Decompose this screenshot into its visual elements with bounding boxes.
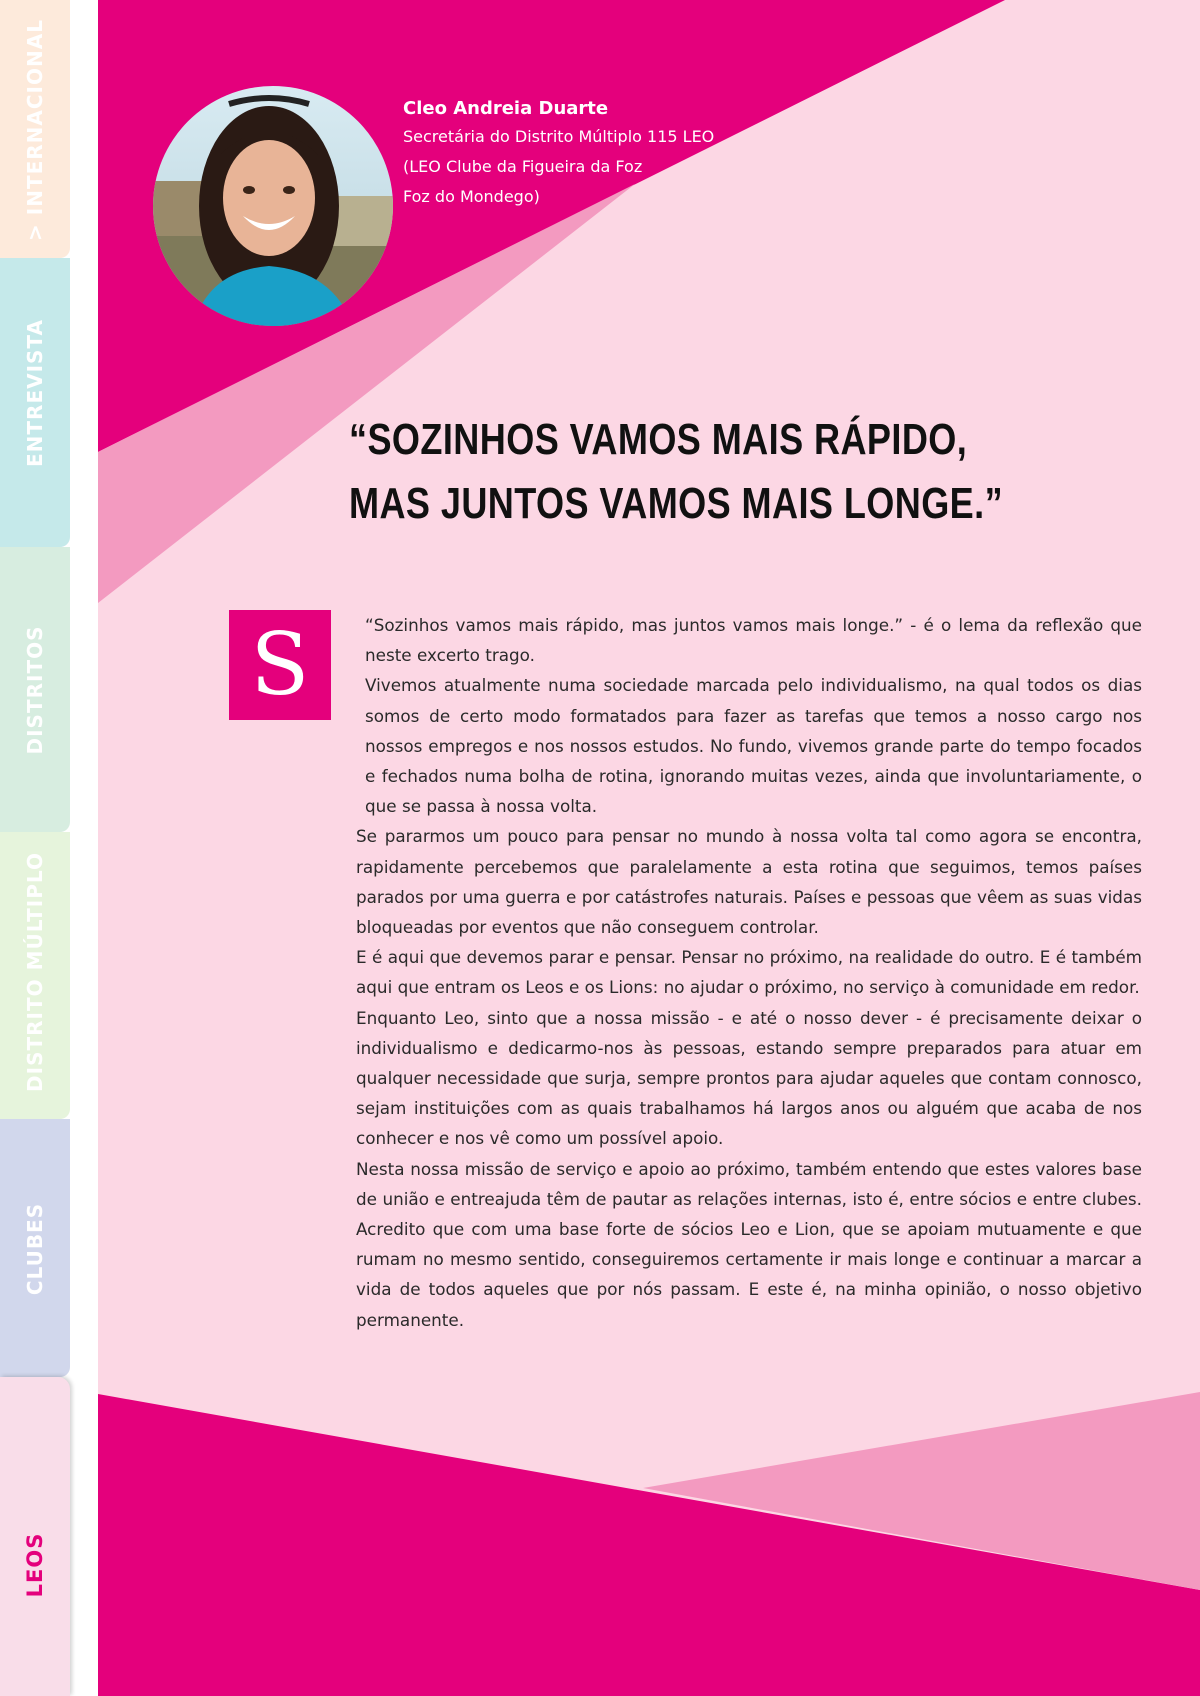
author-role-line: Secretária do Distrito Múltiplo 115 LEO — [403, 127, 715, 146]
tab-clubes[interactable] — [0, 1119, 70, 1377]
author-role-line: (LEO Clube da Figueira da Foz — [403, 157, 643, 176]
tab-internacional[interactable] — [0, 0, 70, 258]
tab-clubes-label: CLUBES — [23, 1202, 47, 1296]
tab-distritos[interactable] — [0, 547, 70, 832]
tab-leos-label: LEOS — [23, 1532, 47, 1598]
author-name: Cleo Andreia Duarte — [403, 98, 609, 119]
article-paragraph: Vivemos atualmente numa sociedade marcada pelo individualismo, na qual todos os dias somos de certo modo formatados para fazer as tarefas que temos a nosso cargo nos nossos empregos e nos nossos estudos. No fundo, vivemos grande parte do tempo focados e fechados numa bolha de rotina, ignorando muitas vezes, ainda que involuntariamente, o que se passa à nossa volta. — [365, 675, 1142, 817]
headline-line: MAS JUNTOS VAMOS MAIS LONGE.” — [349, 479, 1004, 528]
tab-internacional-label: > INTERNACIONAL — [23, 19, 47, 241]
author-byline — [403, 96, 714, 212]
portrait-illustration — [153, 86, 393, 326]
article-paragraph: E é aqui que devemos parar e pensar. Pensar no próximo, na realidade do outro. E é também aqui que entram os Leos e os Lions: no ajudar o próximo, no serviço à comunidade em redor. — [356, 947, 1142, 998]
tab-entrevista-label: ENTREVISTA — [23, 319, 47, 467]
article-paragraph: Nesta nossa missão de serviço e apoio ao próximo, também entendo que estes valores base de união e entreajuda têm de pautar as relações internas, isto é, entre sócios e entre clubes. Acredito que com uma base forte de sócios Leo e Lion, que se apoiam mutuamente e que rumam no mesmo sentido, conseguiremos certamente ir mais longe e continuar a marcar a vida de todos aqueles que por nós passam. E este é, na minha opinião, o nosso objetivo permanente. — [356, 1158, 1142, 1330]
author-portrait — [153, 86, 393, 326]
tab-distrito-multiplo[interactable] — [0, 832, 70, 1119]
drop-cap: S — [229, 610, 331, 720]
headline-line: “SOZINHOS VAMOS MAIS RÁPIDO, — [349, 415, 968, 464]
tab-leos[interactable] — [0, 1377, 70, 1696]
article-paragraph: Enquanto Leo, sinto que a nossa missão - e até o nosso dever - é precisamente deixar o individualismo e dedicarmo-nos às pessoas, estando sempre preparados para atuar em qualquer necessidade que surja, sempre prontos para ajudar aqueles que contam connosco, sejam instituições com as quais trabalhamos há largos anos ou alguém que acaba de nos conhecer e nos vê como um possível apoio. — [356, 1007, 1142, 1149]
article-paragraph: “Sozinhos vamos mais rápido, mas juntos vamos mais longe.” - é o lema da reflexão que neste excerto trago. — [365, 615, 1142, 666]
tab-entrevista[interactable] — [0, 258, 70, 547]
author-role-line: Foz do Mondego) — [403, 187, 540, 206]
tab-distrito-multiplo-label: DISTRITO MÚLTIPLO — [23, 852, 47, 1092]
article-paragraph: Se pararmos um pouco para pensar no mundo à nossa volta tal como agora se encontra, rapidamente percebemos que paralelamente a esta rotina que seguimos, temos países parados por uma guerra e por catástrofes naturais. Países e pessoas que vêem as suas vidas bloqueadas por eventos que não conseguem controlar. — [356, 826, 1142, 938]
headline-quote — [349, 408, 1003, 536]
tab-distritos-label: DISTRITOS — [23, 625, 47, 755]
article-body — [356, 610, 1142, 1335]
section-tabs — [0, 0, 70, 1696]
